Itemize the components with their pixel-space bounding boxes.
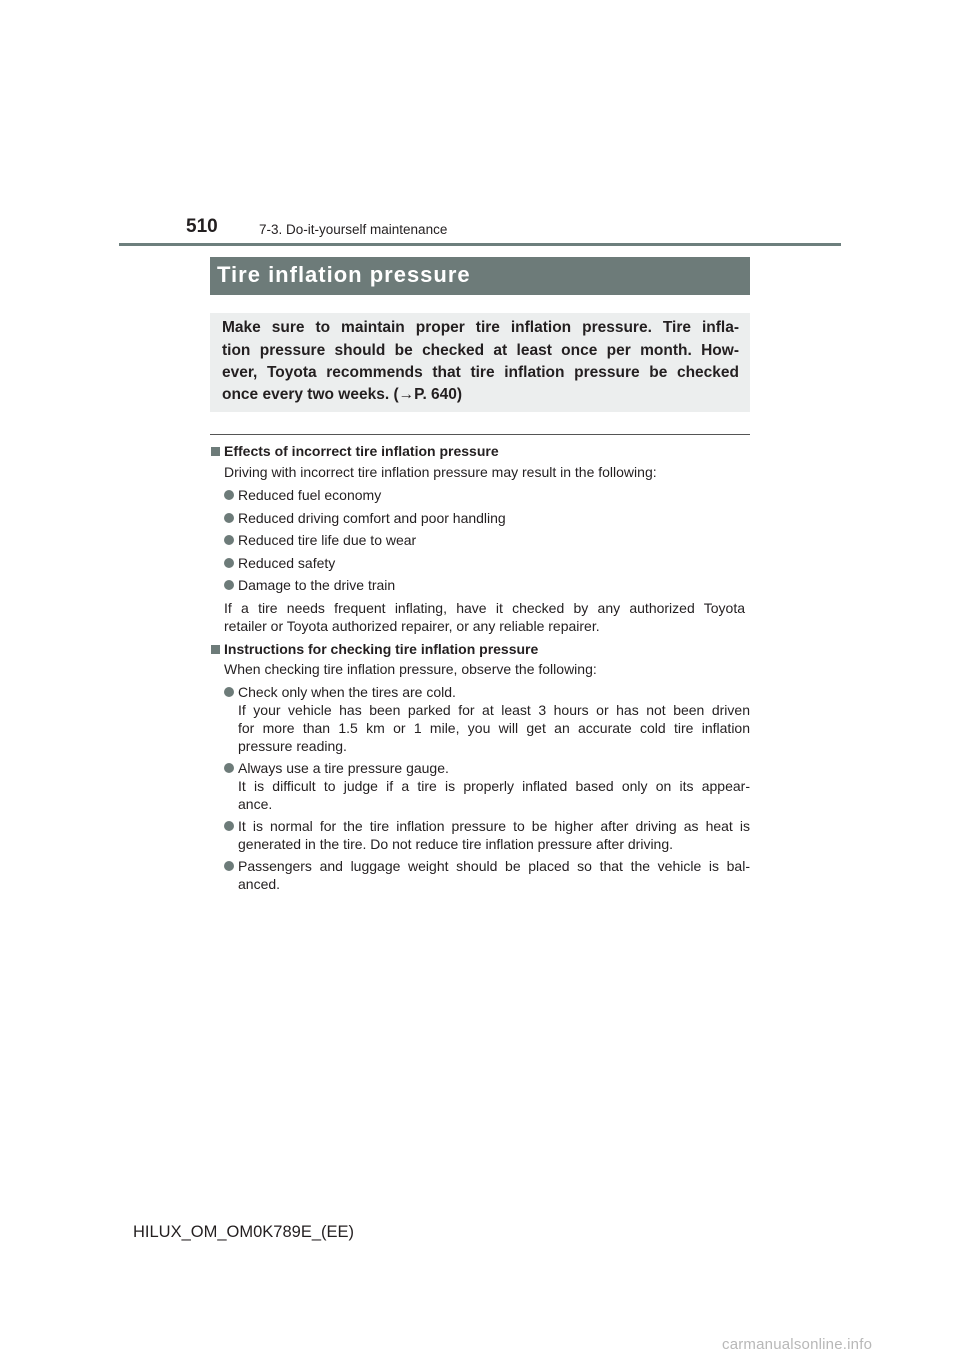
bullet-icon [224, 535, 234, 545]
footer-doc-id: HILUX_OM_OM0K789E_(EE) [133, 1223, 355, 1241]
page-number: 510 [186, 216, 218, 237]
list-item-detail: pressure reading. [238, 738, 347, 754]
page-title: Tire inflation pressure [217, 262, 471, 287]
list-item: Passengers and luggage weight should be placed so that the vehicle is bal- [238, 858, 750, 874]
list-item-detail: If your vehicle has been parked for at least 3 hours or has not been driven [238, 702, 750, 718]
bullet-icon [224, 490, 234, 500]
list-item: Reduced safety [238, 555, 336, 571]
bullet-icon [224, 821, 234, 831]
list-item: Always use a tire pressure gauge. [238, 760, 449, 776]
list-item: Reduced tire life due to wear [238, 532, 417, 548]
section-heading: Instructions for checking tire inflation pressure [224, 641, 539, 657]
list-item-detail: anced. [238, 876, 281, 892]
bullet-icon [224, 513, 234, 523]
header-rule [119, 243, 841, 246]
bullet-icon [224, 861, 234, 871]
list-item-detail: ance. [238, 796, 273, 812]
section-note: retailer or Toyota authorized repairer, or any reliable repairer. [224, 618, 600, 634]
bullet-icon [224, 687, 234, 697]
content-rule [210, 434, 750, 435]
watermark: carmanualsonline.info [722, 1336, 873, 1353]
bullet-icon [224, 580, 234, 590]
intro-line: tion pressure should be checked at least once per month. How- [222, 342, 739, 359]
section-note: If a tire needs frequent inflating, have it checked by any authorized Toyota [224, 600, 745, 616]
list-item: Reduced driving comfort and poor handling [238, 510, 506, 526]
list-item-detail: It is difficult to judge if a tire is properly inflated based only on its appear- [238, 778, 750, 794]
intro-line: Make sure to maintain proper tire inflation pressure. Tire infla- [222, 319, 739, 336]
intro-line: once every two weeks. (→P. 640) [222, 386, 463, 403]
list-item-detail: generated in the tire. Do not reduce tire inflation pressure after driving. [238, 836, 674, 852]
list-item: Damage to the drive train [238, 577, 396, 593]
title-bar [210, 257, 750, 295]
bullet-icon [224, 558, 234, 568]
section-heading: Effects of incorrect tire inflation pressure [224, 443, 499, 459]
list-item: It is normal for the tire inflation pressure to be higher after driving as heat is [238, 818, 750, 834]
section-marker-icon [211, 447, 220, 456]
section-lead: Driving with incorrect tire inflation pressure may result in the following: [224, 464, 657, 480]
list-item-detail: for more than 1.5 km or 1 mile, you will get an accurate cold tire inflation [238, 720, 750, 736]
bullet-icon [224, 763, 234, 773]
list-item: Reduced fuel economy [238, 487, 382, 503]
list-item: Check only when the tires are cold. [238, 684, 456, 700]
section-label: 7-3. Do-it-yourself maintenance [259, 222, 448, 237]
intro-box [210, 313, 750, 412]
section-marker-icon [211, 645, 220, 654]
intro-line: ever, Toyota recommends that tire inflation pressure be checked [222, 364, 739, 381]
section-lead: When checking tire inflation pressure, observe the following: [224, 661, 597, 677]
